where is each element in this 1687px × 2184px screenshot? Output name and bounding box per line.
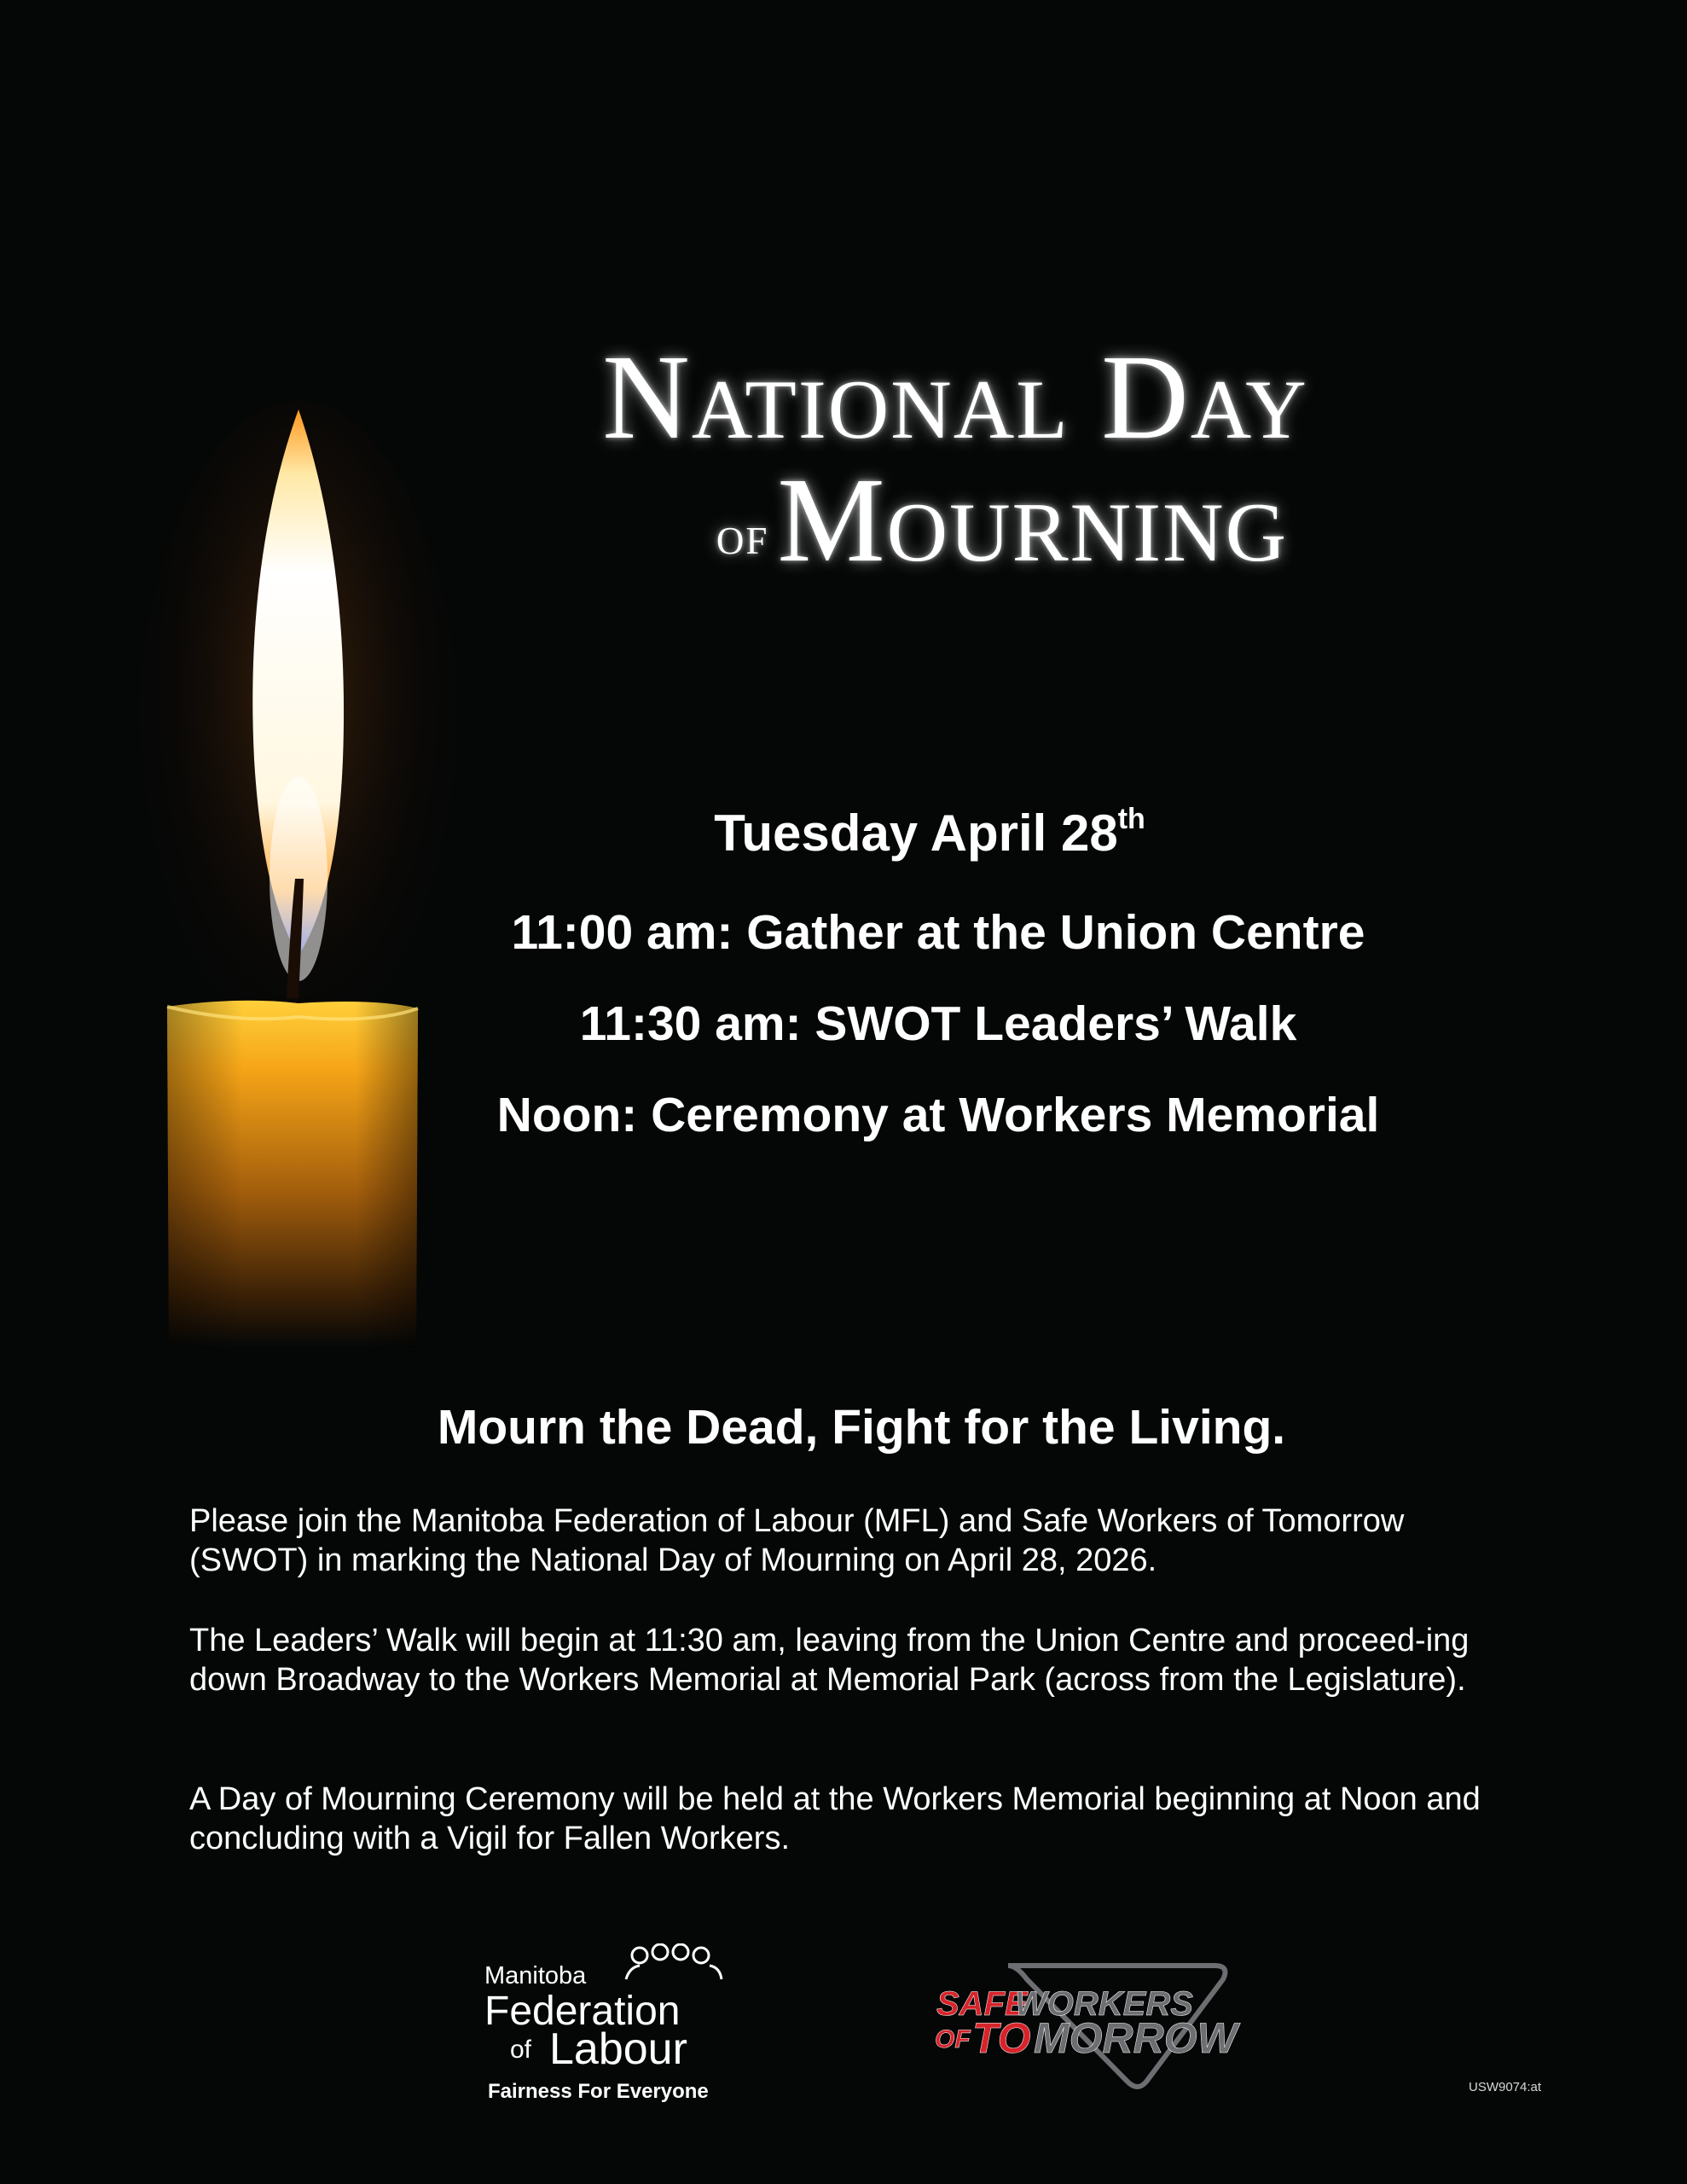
mfl-labour: Labour	[549, 2024, 687, 2074]
swot-logo	[933, 1954, 1257, 2090]
body-paragraph: Please join the Manitoba Federation of Labour (MFL) and Safe Workers of Tomorrow (SWOT) in marking the National Day of Mourning on April 28, 2026.	[189, 1503, 1405, 1578]
schedule-item: 11:00 am: Gather at the Union Centre	[511, 905, 1365, 960]
mfl-tagline: Fairness For Everyone	[488, 2080, 709, 2103]
print-code: USW9074:at	[1469, 2080, 1542, 2094]
title-line-1: National Day	[602, 329, 1308, 464]
swot-to: TO	[972, 2014, 1031, 2062]
title-mourning: Mourning	[777, 452, 1289, 587]
swot-safe: SAFE	[936, 1985, 1028, 2023]
swot-morrow: MORROW	[1034, 2014, 1238, 2062]
mfl-logo	[484, 1943, 740, 2106]
swot-workers: WORKERS	[1015, 1985, 1193, 2023]
body-paragraph: The Leaders’ Walk will begin at 11:30 am, leaving from the Union Centre and proceed-ing down Broadway to the Workers Memorial at Memorial Park (across from the Legislature).	[189, 1623, 1470, 1698]
title-of: of	[716, 505, 769, 566]
mfl-manitoba: Manitoba	[484, 1962, 587, 1989]
date-suffix: th	[1117, 803, 1145, 835]
tagline: Mourn the Dead, Fight for the Living.	[437, 1400, 1286, 1455]
mfl-federation: Federation	[484, 1989, 681, 2034]
event-date: Tuesday April 28th	[714, 803, 1145, 862]
schedule-item: 11:30 am: SWOT Leaders’ Walk	[579, 996, 1297, 1051]
candle-image	[136, 401, 461, 1348]
poster-title	[461, 329, 1450, 595]
people-icon	[621, 1943, 723, 1981]
schedule-item: Noon: Ceremony at Workers Memorial	[496, 1088, 1380, 1142]
body-paragraph: A Day of Mourning Ceremony will be held at the Workers Memorial beginning at Noon and concluding with a Vigil for Fallen Workers.	[189, 1781, 1481, 1856]
swot-of: OF	[935, 2025, 971, 2053]
mfl-of: of	[510, 2036, 532, 2064]
title-line-2	[461, 452, 1450, 595]
